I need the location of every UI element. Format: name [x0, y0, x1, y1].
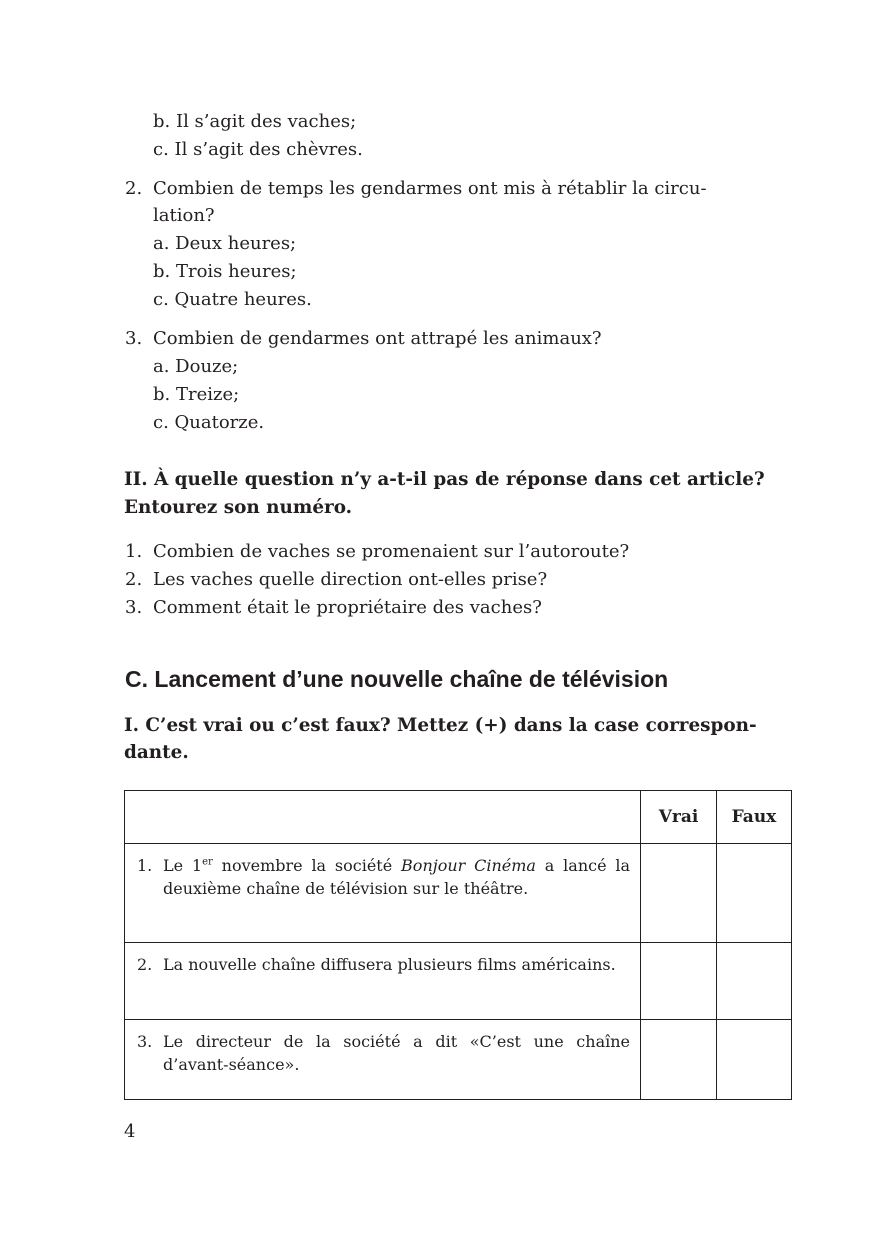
vrai-checkbox-cell[interactable]	[641, 943, 717, 1020]
statement-text: Le directeur de la société a dit «C’est une chaîne d’avant-séance».	[163, 1032, 630, 1074]
question-2-cont: lation?	[153, 205, 215, 226]
statement-cell	[125, 943, 641, 1020]
statement-cell	[125, 1020, 641, 1100]
true-false-table	[124, 790, 792, 1100]
superscript: er	[202, 856, 213, 868]
item-text: Les vaches quelle direction ont-elles prise?	[153, 569, 548, 590]
statement-text	[163, 854, 630, 900]
statement-number: 3.	[137, 1032, 153, 1051]
company-name: Bonjour Cinéma	[401, 856, 536, 875]
item-text: Comment était le propriétaire des vaches?	[153, 597, 542, 618]
exercise-ii-heading: II. À quelle question n’y a-t-il pas de réponse dans cet article?	[124, 469, 765, 490]
option-2a: a. Deux heures;	[153, 233, 297, 254]
question-3	[125, 325, 602, 353]
faux-checkbox-cell[interactable]	[717, 1020, 792, 1100]
header-faux: Faux	[717, 791, 792, 844]
vrai-checkbox-cell[interactable]	[641, 1020, 717, 1100]
question-number: 2.	[125, 178, 143, 199]
table-row	[125, 844, 792, 943]
faux-checkbox-cell[interactable]	[717, 844, 792, 943]
option-2b: b. Trois heures;	[153, 261, 297, 282]
exercise-i-heading: I. C’est vrai ou c’est faux? Mettez (+) dans la case correspon-	[124, 715, 757, 736]
exercise-ii-heading-cont: Entourez son numéro.	[124, 497, 353, 518]
option-3b: b. Treize;	[153, 384, 240, 405]
statement-cell	[125, 844, 641, 943]
statement-part: novembre la société	[212, 856, 402, 875]
question-number: 3.	[125, 328, 143, 349]
faux-checkbox-cell[interactable]	[717, 943, 792, 1020]
header-blank	[125, 791, 641, 844]
item-number: 2.	[125, 569, 143, 590]
statement-number: 1.	[137, 856, 153, 875]
option-1c: c. Il s’agit des chèvres.	[153, 139, 363, 160]
list-item	[125, 538, 630, 566]
section-c-title: C. Lancement d’une nouvelle chaîne de télévision	[125, 666, 669, 692]
item-number: 3.	[125, 597, 143, 618]
option-1b: b. Il s’agit des vaches;	[153, 111, 357, 132]
page-number: 4	[124, 1121, 136, 1142]
option-3c: c. Quatorze.	[153, 412, 265, 433]
item-number: 1.	[125, 541, 143, 562]
question-text: Combien de temps les gendarmes ont mis à rétablir la circu-	[153, 178, 707, 199]
header-vrai: Vrai	[641, 791, 717, 844]
option-2c: c. Quatre heures.	[153, 289, 312, 310]
statement-part: a lancé la deuxième chaîne de télévision sur le théâtre.	[163, 856, 631, 898]
table-row	[125, 943, 792, 1020]
statement-part: Le 1	[163, 856, 203, 875]
list-item	[125, 594, 542, 622]
item-text: Combien de vaches se promenaient sur l’autoroute?	[153, 541, 630, 562]
option-3a: a. Douze;	[153, 356, 239, 377]
question-2	[125, 175, 795, 203]
list-item	[125, 566, 548, 594]
statement-number: 2.	[137, 955, 153, 974]
question-text: Combien de gendarmes ont attrapé les animaux?	[153, 328, 602, 349]
table-row	[125, 1020, 792, 1100]
statement-text: La nouvelle chaîne diffusera plusieurs films américains.	[163, 955, 616, 974]
vrai-checkbox-cell[interactable]	[641, 844, 717, 943]
exercise-i-heading-cont: dante.	[124, 742, 189, 763]
